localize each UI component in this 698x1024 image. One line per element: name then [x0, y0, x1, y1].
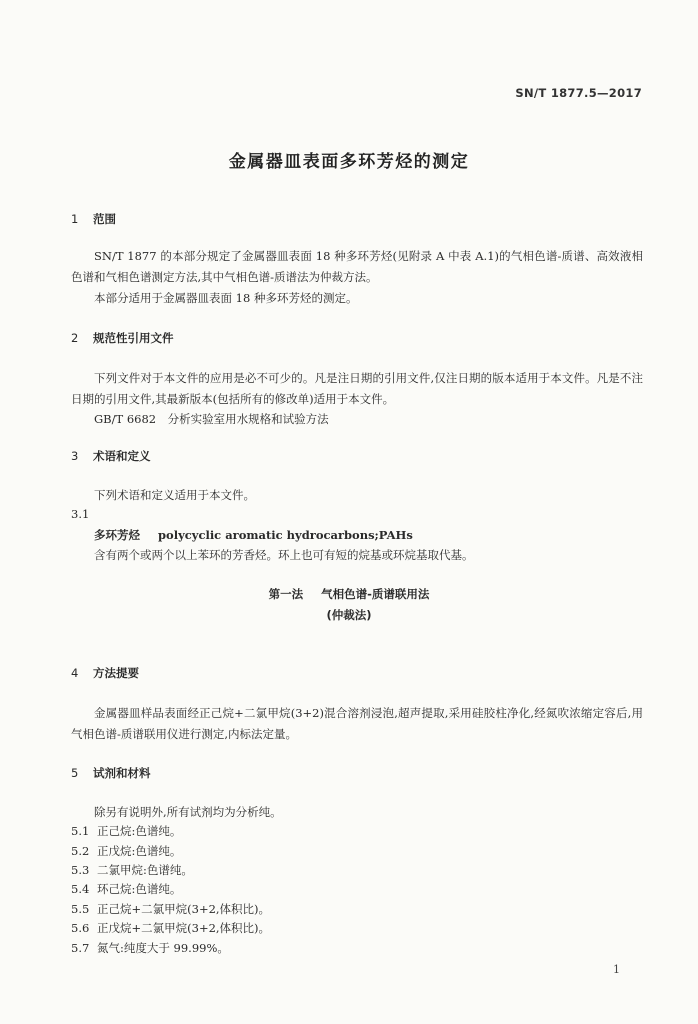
paragraph: 本部分适用于金属器皿表面 18 种多环芳烃的测定。: [94, 291, 358, 305]
section-heading-reagents: [71, 765, 151, 781]
item-number: 5.2: [71, 844, 90, 858]
section-heading-terms: [71, 448, 151, 464]
section-heading-normative-references: [71, 330, 174, 346]
section-title: 方法提要: [93, 666, 140, 680]
item-text: 正己烷:色谱纯。: [97, 824, 182, 838]
paragraph: 下列文件对于本文件的应用是必不可少的。凡是注日期的引用文件,仅注日期的版本适用于本文件。凡是不注日期的引用文件,其最新版本(包括所有的修改单)适用于本文件。: [71, 371, 643, 406]
item-text: 氮气:纯度大于 99.99%。: [97, 941, 229, 955]
item-text: 二氯甲烷:色谱纯。: [97, 863, 193, 877]
paragraph: 除另有说明外,所有试剂均为分析纯。: [94, 805, 282, 819]
item-number: 5.6: [71, 921, 90, 935]
list-item: [71, 940, 229, 956]
term-number: 3.1: [71, 507, 90, 521]
term-entry: [94, 527, 413, 543]
item-number: 5.4: [71, 882, 90, 896]
list-item: [71, 862, 193, 878]
item-text: 正己烷+二氯甲烷(3+2,体积比)。: [97, 902, 271, 916]
method-name: 气相色谱-质谱联用法: [321, 587, 430, 601]
section-number: 4: [71, 666, 79, 680]
item-number: 5.1: [71, 824, 90, 838]
item-text: 环己烷:色谱纯。: [97, 882, 182, 896]
list-item: [71, 843, 181, 859]
term-definition: 含有两个或两个以上苯环的芳香烃。环上也可有短的烷基或环烷基取代基。: [94, 548, 474, 562]
item-number: 5.3: [71, 863, 90, 877]
term-english: polycyclic aromatic hydrocarbons;PAHs: [158, 528, 413, 542]
section-number: 3: [71, 449, 79, 463]
method-label: 第一法: [268, 587, 304, 601]
item-text: 正戊烷:色谱纯。: [97, 844, 182, 858]
section-title: 试剂和材料: [93, 766, 151, 780]
document-title: 金属器皿表面多环芳烃的测定: [228, 152, 470, 172]
paragraph: SN/T 1877 的本部分规定了金属器皿表面 18 种多环芳烃(见附录 A 中表 A.1)的气相色谱-质谱、高效液相色谱和气相色谱测定方法,其中气相色谱-质谱法为仲裁方法。: [71, 249, 643, 284]
method-note: (仲裁法): [326, 608, 372, 622]
standard-code: SN/T 1877.5—2017: [515, 86, 642, 100]
section-title: 范围: [93, 212, 117, 226]
term-chinese: 多环芳烃: [94, 528, 140, 542]
section-number: 1: [71, 212, 79, 226]
item-number: 5.7: [71, 941, 90, 955]
paragraph: 下列术语和定义适用于本文件。: [94, 488, 255, 502]
list-item: [71, 920, 270, 936]
method-title: [0, 586, 698, 602]
item-text: 正戊烷+二氯甲烷(3+2,体积比)。: [97, 921, 271, 935]
list-item: [71, 823, 181, 839]
paragraph: 金属器皿样品表面经正己烷+二氯甲烷(3+2)混合溶剂浸泡,超声提取,采用硅胶柱净化,经氮吹浓缩定容后,用气相色谱-质谱联用仪进行测定,内标法定量。: [71, 706, 643, 741]
list-item: [71, 881, 181, 897]
section-title: 术语和定义: [93, 449, 151, 463]
list-item: [71, 901, 270, 917]
reference-item: GB/T 6682 分析实验室用水规格和试验方法: [94, 412, 329, 426]
section-number: 5: [71, 766, 79, 780]
page-number: 1: [613, 963, 620, 976]
section-heading-principle: [71, 665, 139, 681]
item-number: 5.5: [71, 902, 90, 916]
section-title: 规范性引用文件: [93, 331, 174, 345]
section-heading-scope: [71, 211, 116, 227]
section-number: 2: [71, 331, 79, 345]
